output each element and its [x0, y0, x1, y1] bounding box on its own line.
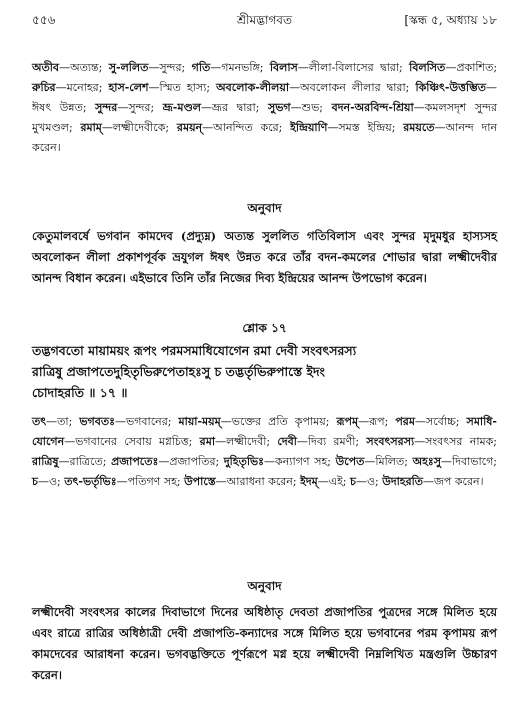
word-meaning: রাত্রিতে; [69, 455, 107, 468]
sanskrit-word: বিলাস [269, 61, 298, 74]
sanskrit-word: অহঃসু [412, 455, 442, 468]
sanskrit-word: পরম [395, 415, 415, 428]
word-meaning: তা; [57, 415, 73, 428]
word-meaning: ও; [366, 475, 379, 488]
sanskrit-word: সুন্দর [95, 101, 118, 114]
translation-heading: অনুবাদ [247, 201, 282, 215]
sanskrit-word: দেবী [277, 435, 297, 448]
word-meaning-list: তৎ—তা; ভগবতঃ—ভগবানের; মায়া-ময়ম্—ভক্তের প্রতি কৃপাময়; রূপম্—রূপ; পরম—সর্বোচ্চ; সমাধি-যোগেন—ভগবানের সেবায় মগ্নচিত্ত; রমা—লক্ষ্মীদেবী; দেবী—দিব্য রমণী; সংবৎসরস্য—সংবৎসর নামক; রাত্রিষু—রাত্রিতে; প্রজাপতেঃ—প্রজাপতির; দুহিতৃভিঃ—কন্যাগণ সহ; উপেত—মিলিত; অহঃসু—দিবাভাগে; চ—ও; তৎ-ভর্তৃভিঃ—পতিগণ সহ; উপাস্তে—আরাধনা করেন; ইদম্—এই; চ—ও; উদাহরতি—জপ করেন। [32, 415, 498, 488]
word-meanings-verse [32, 412, 497, 492]
verse-line: রাত্রিষু প্রজাপতেদুহিতৃভিরুপেতাহঃসু চ তদ্ভর্তৃভিরুপাস্তে ইদং [32, 364, 325, 379]
word-meaning: এই; [328, 475, 347, 488]
word-meaning: মিলিত; [375, 455, 408, 468]
sanskrit-word: গতি [191, 61, 211, 74]
word-meaning: সমস্ত ইন্দ্রিয়; [338, 121, 396, 134]
translation-heading: অনুবাদ [247, 579, 282, 593]
word-meaning: দিব্য রমণী; [307, 435, 360, 448]
sanskrit-word: সমাধি-যোগেন [32, 415, 497, 448]
sanskrit-word: চ [350, 475, 356, 488]
page-header [32, 12, 497, 32]
word-meaning: গমনভঙ্গি; [221, 61, 264, 74]
sanskrit-word: ইদম্ [300, 475, 318, 488]
word-meaning: আরাধনা করেন; [226, 475, 297, 488]
word-meaning: আনন্দিত করে; [213, 121, 283, 134]
word-meaning-list: অতীব—অত্যন্ত; সু-ললিত—সুন্দর; গতি—গমনভঙ্গি; বিলাস—লীলা-বিলাসের দ্বারা; বিলসিত—প্রকাশিত; রুচির—মনোহর; হাস-লেশ—স্মিত হাস্য; অবলোক-লীলয়া—অবলোকন লীলার দ্বারা; কিঞ্চিৎ-উত্তম্ভিত—ঈষৎ উন্নত; সুন্দর—সুন্দর; ভ্রূ-মণ্ডল—ভ্রূর দ্বারা; সুভগ—শুভ; বদন-অরবিন্দ-শ্রিয়া—কমলসদৃশ সুন্দর মুখমণ্ডল; রমাম্—লক্ষ্মীদেবীকে; রময়ন্—আনন্দিত করে; ইন্দ্রিয়াণি—সমস্ত ইন্দ্রিয়; রময়তে—আনন্দ দান করেন। [32, 61, 498, 154]
sanskrit-word: মায়া-ময়ম্ [178, 415, 221, 428]
verse-text [32, 340, 497, 403]
word-meaning: পতিগণ সহ; [127, 475, 181, 488]
word-meaning: ভগবানের; [126, 415, 172, 428]
sanskrit-word: রমাম্ [80, 121, 102, 134]
sanskrit-word: তৎ-ভর্তৃভিঃ [64, 475, 117, 488]
word-meanings-top [32, 58, 497, 158]
word-meaning: ভগবানের সেবায় মগ্নচিত্ত; [75, 435, 193, 448]
sanskrit-word: বদন-অরবিন্দ-শ্রিয়া [331, 101, 414, 114]
word-meaning: আনন্দ দান করেন। [32, 121, 498, 154]
word-meaning: অত্যন্ত; [70, 61, 103, 74]
word-meaning: ভ্রূর দ্বারা; [212, 101, 260, 114]
word-meaning: লীলা-বিলাসের দ্বারা; [308, 61, 403, 74]
page-number: ৫৫৬ [32, 13, 56, 27]
verse-line: তদ্ভগবতো মায়াময়ং রূপং পরমসমাধিযোগেন রমা দেবী সংবৎসরস্য [32, 343, 357, 358]
sanskrit-word: অতীব [32, 61, 60, 74]
sanskrit-word: সংবৎসরস্য [366, 435, 415, 448]
word-meaning: সুন্দর; [159, 61, 186, 74]
word-meaning: ভক্তের প্রতি কৃপাময়; [231, 415, 330, 428]
sanskrit-word: উপাস্তে [184, 475, 216, 488]
word-meaning: কমলসদৃশ সুন্দর মুখমণ্ডল; [32, 101, 498, 134]
word-meaning: দিবাভাগে; [452, 455, 497, 468]
sanskrit-word: রমা [199, 435, 216, 448]
sanskrit-word: ইন্দ্রিয়াণি [290, 121, 328, 134]
sanskrit-word: ভ্রূ-মণ্ডল [162, 101, 201, 114]
sanskrit-word: তৎ [32, 415, 47, 428]
sanskrit-word: ভগবতঃ [79, 415, 115, 428]
sanskrit-word: সুভগ [267, 101, 291, 114]
sanskrit-word: অবলোক-লীলয়া [216, 81, 290, 94]
word-meaning: ঈষৎ উন্নত; [32, 101, 87, 114]
chapter-reference: [স্কন্ধ ৫, অধ্যায় ১৮ [404, 13, 497, 27]
word-meaning: কন্যাগণ সহ; [275, 455, 331, 468]
sanskrit-word: রময়ন্ [176, 121, 203, 134]
sanskrit-word: বিলসিত [409, 61, 446, 74]
word-meaning: জপ করেন। [434, 475, 484, 488]
word-meaning: সর্বোচ্চ; [425, 415, 460, 428]
sanskrit-word: উপেত [335, 455, 365, 468]
word-meaning: স্মিত হাস্য; [159, 81, 211, 94]
sanskrit-word: রময়তে [403, 121, 435, 134]
word-meaning: শুভ; [301, 101, 324, 114]
book-title: শ্রীমদ্ভাগবত [236, 13, 292, 27]
word-meaning: লক্ষ্মীদেবীকে; [112, 121, 170, 134]
sanskrit-word: প্রজাপতেঃ [111, 455, 159, 468]
word-meaning: সংবৎসর নামক; [425, 435, 498, 448]
sanskrit-word: কিঞ্চিৎ-উত্তম্ভিত [415, 81, 487, 94]
verse-heading: শ্লোক ১৭ [242, 321, 287, 335]
verse-line: চোদাহরতি ॥ ১৭ ॥ [32, 385, 128, 400]
word-meaning: প্রজাপতির; [169, 455, 220, 468]
word-meaning: রূপ; [369, 415, 389, 428]
sanskrit-word: চ [32, 475, 38, 488]
translation-paragraph: কেতুমালবর্ষে ভগবান কামদেব (প্রদ্যুম্ন) অত্যন্ত সুললিত গতিবিলাস এবং সুন্দর মৃদুমধুর হাস্যসহ অবলোকন লীলা প্রকাশপূর্বক ভ্রযুগল ঈষৎ উন্নত করে তাঁর বদন-কমলের শোভার দ্বারা লক্ষ্মীদেবীর আনন্দ বিধান করেন। এইভাবে তিনি তাঁর নিজের দিব্য ইন্দ্রিয়ের আনন্দ উপভোগ করেন। [32, 229, 497, 285]
sanskrit-word: রূপম্ [336, 415, 359, 428]
word-meaning: সুন্দর; [128, 101, 155, 114]
sanskrit-word: রাত্রিষু [32, 455, 59, 468]
sanskrit-word: উদাহরতি [382, 475, 424, 488]
sanskrit-word: সু-ললিত [108, 61, 149, 74]
word-meaning: লক্ষ্মীদেবী; [226, 435, 271, 448]
word-meaning: মনোহর; [66, 81, 103, 94]
word-meaning: অবলোকন লীলার দ্বারা; [300, 81, 410, 94]
sanskrit-word: রুচির [32, 81, 56, 94]
word-meaning: প্রকাশিত; [456, 61, 498, 74]
sanskrit-word: দুহিতৃভিঃ [223, 455, 265, 468]
sanskrit-word: হাস-লেশ [108, 81, 149, 94]
word-meaning: ও; [48, 475, 61, 488]
translation-paragraph: লক্ষ্মীদেবী সংবৎসর কালের দিবাভাগে দিনের অধিষ্ঠাতৃ দেবতা প্রজাপতির পুত্রদের সঙ্গে মিলিত হয়ে এবং রাত্রে রাত্রির অধিষ্ঠাত্রী দেবী প্রজাপতি-কন্যাদের সঙ্গে মিলিত হয়ে ভগবানের পরম কৃপাময় রূপ কামদেবের আরাধনা করেন। ভগবদ্ভক্তিতে পূর্ণরূপে মগ্ন হয়ে লক্ষ্মীদেবী নিম্নলিখিত মন্ত্রগুলি উচ্চারণ করেন। [32, 605, 497, 682]
